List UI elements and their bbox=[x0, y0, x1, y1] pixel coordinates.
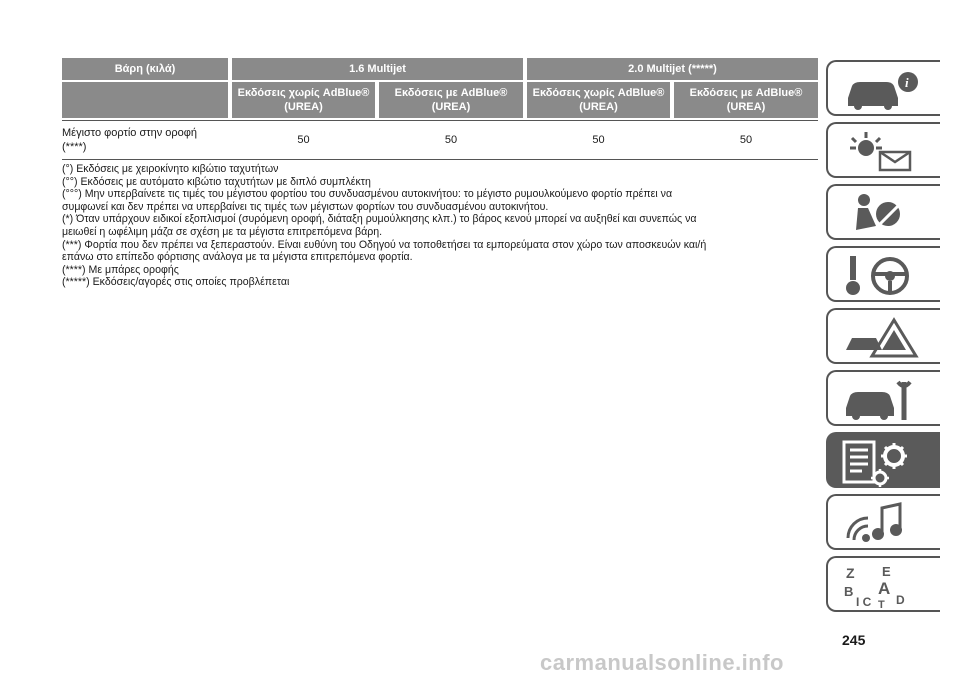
svg-text:i: i bbox=[905, 75, 909, 90]
key-steering-wheel-icon[interactable] bbox=[826, 246, 940, 302]
footnote: συμφωνεί και δεν πρέπει να υπερβαίνει τις τιμές των μέγιστων φορτίων του συνδυασμένου αυτοκινήτου. bbox=[62, 200, 549, 213]
table-subheader-row bbox=[62, 82, 818, 118]
engine-2-0-header: 2.0 Multijet (*****) bbox=[527, 58, 818, 80]
footnote: (°°°) Μην υπερβαίνετε τις τιμές του μέγιστου φορτίου του συνδυασμένου αυτοκινήτου: το μέγιστο ρυμουλκούμενο φορτίο πρέπει να bbox=[62, 188, 673, 201]
table-divider bbox=[62, 159, 818, 160]
row-label-line2: (****) bbox=[62, 141, 87, 153]
subheader-2: Εκδόσεις με AdBlue® (UREA) bbox=[379, 82, 523, 118]
footnote: (***) Φορτία που δεν πρέπει να ξεπεραστούν. Είναι ευθύνη του Οδηγού να τοποθετήσει τα εμπορεύματα στον χώρο των αποσκευών και/ή bbox=[62, 238, 707, 251]
footnotes bbox=[62, 163, 818, 289]
table-header-row bbox=[62, 58, 818, 80]
svg-text:B: B bbox=[844, 584, 854, 599]
subheader-1: Εκδόσεις χωρίς AdBlue® (UREA) bbox=[232, 82, 375, 118]
table-row bbox=[62, 122, 818, 158]
footnote: (*) Όταν υπάρχουν ειδικοί εξοπλισμοί (συρόμενη οροφή, διάταξη ρυμούλκησης κλπ.) το βάρος κενού μπορεί να αυξηθεί και συνεπώς να bbox=[62, 213, 697, 226]
table-cell: 50 bbox=[297, 134, 310, 146]
index-alphabet-icon[interactable] bbox=[826, 556, 940, 612]
weights-column-header: Βάρη (κιλά) bbox=[62, 58, 228, 80]
table-cell: 50 bbox=[444, 134, 458, 146]
table-cell: 50 bbox=[592, 134, 605, 146]
breakdown-warning-triangle-icon[interactable] bbox=[826, 308, 940, 364]
subheader-empty bbox=[62, 82, 228, 118]
row-label-line1: Μέγιστο φορτίο στην οροφή bbox=[62, 127, 198, 139]
multimedia-music-icon[interactable] bbox=[826, 494, 940, 550]
specifications-gear-icon[interactable] bbox=[826, 432, 940, 488]
svg-text:I C: I C bbox=[856, 595, 872, 608]
car-maintenance-wrench-icon[interactable] bbox=[826, 370, 940, 426]
subheader-4: Εκδόσεις με AdBlue® (UREA) bbox=[674, 82, 818, 118]
svg-text:D: D bbox=[896, 593, 905, 607]
warning-lights-mail-icon[interactable] bbox=[826, 122, 940, 178]
car-info-icon[interactable] bbox=[826, 60, 940, 116]
footnote: (****) Με μπάρες οροφής bbox=[62, 263, 179, 276]
table-divider bbox=[62, 120, 818, 121]
footnote: μειωθεί η ωφέλιμη μάζα σε σχέση με τα μέγιστα επιτρεπόμενα βάρη. bbox=[62, 225, 383, 238]
airbag-passenger-icon[interactable] bbox=[826, 184, 940, 240]
footnote: (°) Εκδόσεις με χειροκίνητο κιβώτιο ταχυτήτων bbox=[62, 163, 279, 175]
page-number: 245 bbox=[842, 632, 866, 648]
row-label bbox=[62, 126, 222, 154]
svg-text:E: E bbox=[882, 564, 891, 579]
engine-1-6-header: 1.6 Multijet bbox=[232, 58, 523, 80]
footnote: επάνω στο επίπεδο φόρτισης ανάλογα με τα μέγιστα επιτρεπόμενα φορτία. bbox=[62, 251, 413, 264]
svg-text:A: A bbox=[878, 579, 891, 598]
table-cell: 50 bbox=[739, 134, 753, 146]
footnote: (°°) Εκδόσεις με αυτόματο κιβώτιο ταχυτήτων με διπλό συμπλέκτη bbox=[62, 175, 371, 188]
svg-text:T: T bbox=[878, 599, 885, 608]
subheader-3: Εκδόσεις χωρίς AdBlue® (UREA) bbox=[527, 82, 670, 118]
watermark: carmanualsonline.info bbox=[540, 650, 784, 675]
svg-text:Z: Z bbox=[846, 565, 855, 581]
footnote: (*****) Εκδόσεις/αγορές στις οποίες προβλέπεται bbox=[62, 276, 290, 289]
